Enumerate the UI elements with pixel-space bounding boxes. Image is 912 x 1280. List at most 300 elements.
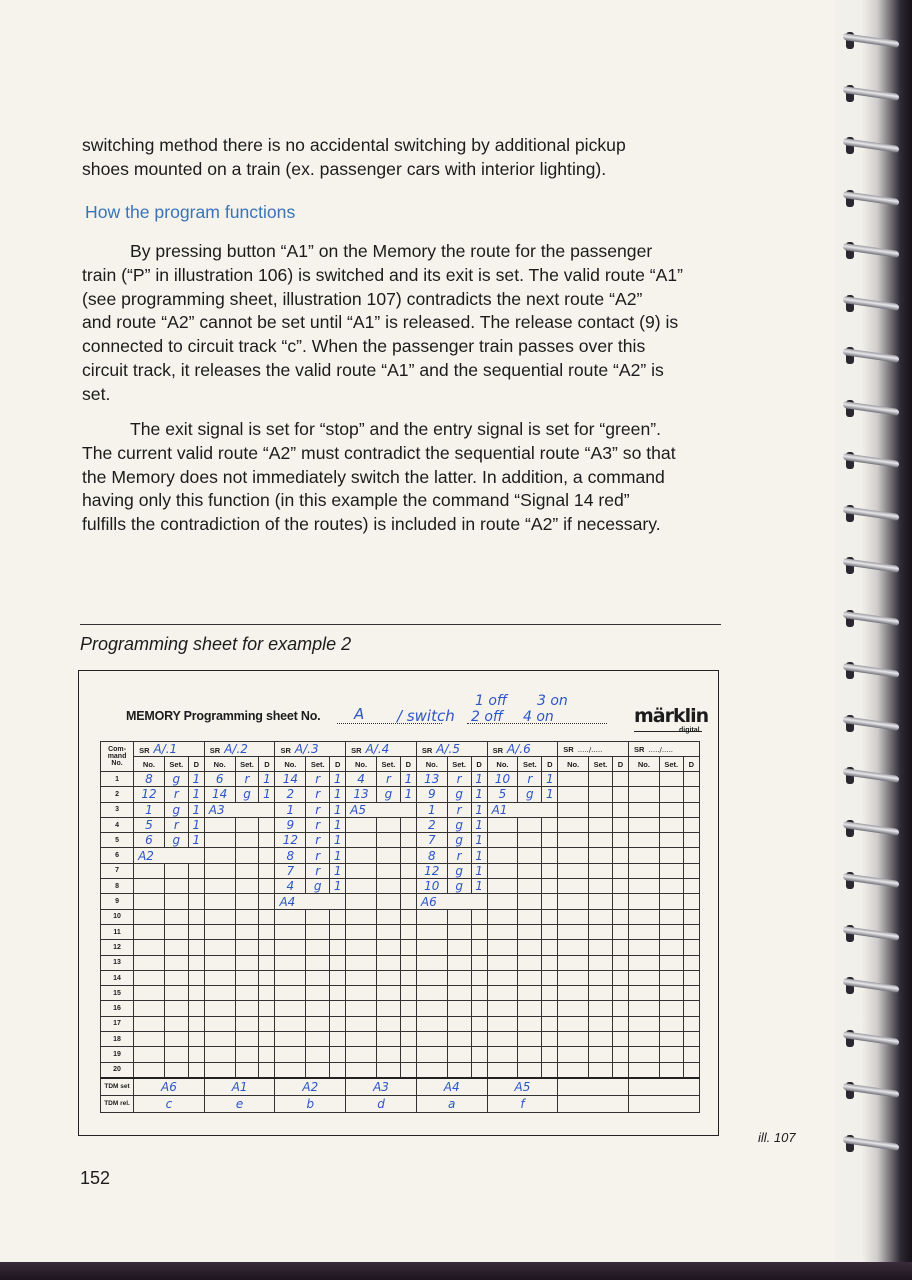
binding-coil [843, 398, 899, 420]
sr-route-label: ...../..... [577, 746, 603, 754]
cell-set [306, 1001, 330, 1016]
cell-no: 10 [416, 879, 447, 894]
grid-row [101, 909, 700, 924]
cell-d [259, 909, 275, 924]
cell-no [134, 1047, 165, 1062]
cell-d [400, 879, 416, 894]
cell-d [259, 940, 275, 955]
cell-set [306, 909, 330, 924]
cell-d [471, 1001, 487, 1016]
cell-d [683, 848, 699, 863]
cell-no [134, 940, 165, 955]
row-number: 4 [101, 817, 134, 832]
cell-d: 1 [471, 787, 487, 802]
cell-d: 1 [400, 787, 416, 802]
cell-no [346, 1032, 377, 1047]
col-set-header: Set. [376, 757, 400, 772]
cell-no [134, 1001, 165, 1016]
cell-no [487, 1016, 518, 1031]
cell-no [629, 817, 660, 832]
cell-d [400, 1001, 416, 1016]
cell-no [346, 924, 377, 939]
binding-coil [843, 188, 899, 210]
cell-d [613, 787, 629, 802]
cell-set [518, 848, 542, 863]
cell-no [558, 802, 589, 817]
row-number: 2 [101, 787, 134, 802]
spiral-binding [835, 0, 912, 1266]
row-number: 16 [101, 1001, 134, 1016]
grid-row [101, 787, 700, 802]
cell-d [613, 772, 629, 787]
col-set-header: Set. [164, 757, 188, 772]
cell-no [487, 879, 518, 894]
cell-set [659, 787, 683, 802]
cell-no [487, 848, 518, 863]
cell-no [346, 1016, 377, 1031]
cell-no [134, 924, 165, 939]
cell-d: 1 [330, 879, 346, 894]
cell-set [659, 986, 683, 1001]
cell-no [275, 986, 306, 1001]
col-d-header: D [542, 757, 558, 772]
col-d-header: D [683, 757, 699, 772]
row-number: 19 [101, 1047, 134, 1062]
page-number: 152 [80, 1168, 111, 1188]
binding-coil [843, 765, 899, 787]
cell-no [558, 787, 589, 802]
cell-set [447, 924, 471, 939]
binding-coil [843, 1080, 899, 1102]
tdm-set-8 [629, 1078, 700, 1096]
col-set-header: Set. [589, 757, 613, 772]
cell-d [683, 1001, 699, 1016]
cell-no: 2 [416, 817, 447, 832]
cell-d [542, 894, 558, 909]
cell-d: 1 [400, 772, 416, 787]
cell-set [659, 833, 683, 848]
cell-d [188, 924, 204, 939]
command-header [101, 742, 134, 772]
row-number: 12 [101, 940, 134, 955]
cell-d: 1 [259, 772, 275, 787]
cell-no [558, 909, 589, 924]
cell-no: 9 [416, 787, 447, 802]
cell-d [542, 924, 558, 939]
sr-prefix: SR [280, 746, 291, 755]
cell-d [613, 833, 629, 848]
cell-no [134, 1032, 165, 1047]
cell-no [204, 955, 235, 970]
cell-no [346, 940, 377, 955]
cell-no: 9 [275, 817, 306, 832]
sr-route-label: A/.1 [153, 742, 178, 756]
cell-set [589, 772, 613, 787]
cell-d [188, 894, 204, 909]
note-1off: 1 off [475, 693, 508, 709]
cell-d [683, 772, 699, 787]
cell-no [134, 879, 165, 894]
row-number: 7 [101, 863, 134, 878]
col-no-header: No. [346, 757, 377, 772]
cell-set: g [164, 833, 188, 848]
cell-no [629, 833, 660, 848]
sr-route-label: A/.3 [294, 742, 319, 756]
cell-set [447, 940, 471, 955]
grid-row [101, 940, 700, 955]
row-number: 14 [101, 970, 134, 985]
cell-set [518, 894, 542, 909]
binding-coil [843, 293, 899, 315]
cell-d [542, 1016, 558, 1031]
cell-d [613, 848, 629, 863]
cell-no [558, 1062, 589, 1078]
cell-set [164, 894, 188, 909]
cell-set [235, 1016, 259, 1031]
grid-row [101, 879, 700, 894]
cell-d: 1 [188, 833, 204, 848]
cell-set [376, 986, 400, 1001]
cell-d [542, 863, 558, 878]
cell-no [204, 833, 235, 848]
sheet-title: MEMORY Programming sheet No. [126, 709, 321, 723]
row-number: 5 [101, 833, 134, 848]
cell-d [683, 833, 699, 848]
cell-no [204, 986, 235, 1001]
cell-set: g [447, 833, 471, 848]
cell-no [487, 833, 518, 848]
cell-no [416, 1047, 447, 1062]
cell-d: 1 [330, 863, 346, 878]
tdm-rel-7 [558, 1095, 629, 1112]
sr-prefix: SR [492, 746, 503, 755]
cell-set [164, 1001, 188, 1016]
cell-set [589, 817, 613, 832]
cell-set: g [447, 787, 471, 802]
cell-set [659, 940, 683, 955]
cell-set [589, 833, 613, 848]
cell-no [487, 1062, 518, 1078]
cell-set [659, 848, 683, 863]
grid-row [101, 772, 700, 787]
cell-no: A4 [275, 894, 346, 909]
cell-d [400, 924, 416, 939]
cell-no [346, 986, 377, 1001]
cell-no [558, 879, 589, 894]
cell-set [164, 1062, 188, 1078]
cell-no: 6 [134, 833, 165, 848]
cell-d [613, 1062, 629, 1078]
cell-no [275, 1062, 306, 1078]
cell-d [188, 970, 204, 985]
cell-no [275, 924, 306, 939]
cell-d [259, 924, 275, 939]
cell-no [346, 1001, 377, 1016]
cell-set [518, 1001, 542, 1016]
cell-d [400, 848, 416, 863]
cell-set: g [164, 772, 188, 787]
cell-d [400, 909, 416, 924]
grid-row [101, 848, 700, 863]
cell-set: r [376, 772, 400, 787]
sr-route-label: A/.6 [507, 742, 531, 756]
cell-no [416, 924, 447, 939]
cell-no [275, 1016, 306, 1031]
cell-d [683, 986, 699, 1001]
cell-set [659, 1047, 683, 1062]
cell-d [683, 802, 699, 817]
cell-d [400, 1062, 416, 1078]
cell-set [589, 863, 613, 878]
cell-no: 8 [416, 848, 447, 863]
cell-no [204, 1016, 235, 1031]
programming-sheet [78, 670, 719, 1136]
cell-d [613, 1001, 629, 1016]
cell-no [416, 909, 447, 924]
cell-set [447, 1032, 471, 1047]
cell-no [416, 1062, 447, 1078]
cell-d [330, 940, 346, 955]
cell-no [204, 1062, 235, 1078]
cell-set: g [447, 863, 471, 878]
cell-no: 8 [134, 772, 165, 787]
cell-set [164, 940, 188, 955]
cell-set [447, 1001, 471, 1016]
cell-d [330, 1032, 346, 1047]
cell-d [683, 879, 699, 894]
cell-set [376, 955, 400, 970]
cell-no: 13 [416, 772, 447, 787]
figure-caption: Programming sheet for example 2 [80, 634, 352, 654]
cell-set [235, 909, 259, 924]
cell-set [589, 1062, 613, 1078]
col-d-header: D [613, 757, 629, 772]
cell-no [487, 924, 518, 939]
sr-header-7 [558, 742, 629, 757]
note-4on: 4 on [523, 709, 554, 725]
cell-d [400, 955, 416, 970]
cell-d [471, 1062, 487, 1078]
cell-set [235, 940, 259, 955]
col-d-header: D [259, 757, 275, 772]
cell-set [235, 955, 259, 970]
cell-d [542, 955, 558, 970]
cell-set [376, 1016, 400, 1031]
cell-no [558, 1016, 589, 1031]
cell-d [188, 1032, 204, 1047]
cell-no [487, 1047, 518, 1062]
cell-d [330, 924, 346, 939]
sr-route-label: A/.2 [224, 742, 248, 756]
cell-no [416, 940, 447, 955]
cell-d [683, 970, 699, 985]
cell-set [518, 1016, 542, 1031]
cell-no [629, 879, 660, 894]
cell-set [376, 1062, 400, 1078]
cell-set [235, 833, 259, 848]
cell-d [683, 787, 699, 802]
tdm-rel-5: a [416, 1095, 487, 1112]
cell-set [589, 1001, 613, 1016]
binding-coil [843, 1028, 899, 1050]
cell-no [134, 970, 165, 985]
cell-set [659, 894, 683, 909]
cell-no: 5 [487, 787, 518, 802]
cell-d [683, 894, 699, 909]
binding-coil [843, 818, 899, 840]
cell-no [346, 1047, 377, 1062]
cell-no [346, 817, 377, 832]
cell-no [346, 879, 377, 894]
cell-d: 1 [330, 772, 346, 787]
cell-d [471, 1032, 487, 1047]
cell-no [629, 787, 660, 802]
cell-d [400, 940, 416, 955]
sheet-number: A [354, 705, 365, 723]
cell-no: 10 [487, 772, 518, 787]
cell-d [259, 848, 275, 863]
col-d-header: D [188, 757, 204, 772]
binding-coil [843, 83, 899, 105]
cell-no [204, 863, 235, 878]
sheet-name: / switch [397, 707, 455, 725]
cell-d [613, 863, 629, 878]
cell-no: 12 [275, 833, 306, 848]
cell-no [487, 909, 518, 924]
cell-set [376, 1032, 400, 1047]
cell-no: 7 [416, 833, 447, 848]
cell-set [235, 986, 259, 1001]
programming-grid [100, 741, 700, 1113]
cell-no: 6 [204, 772, 235, 787]
binding-coil [843, 975, 899, 997]
cell-set [589, 986, 613, 1001]
cell-no [487, 940, 518, 955]
grid-row [101, 1062, 700, 1078]
cell-set [518, 1047, 542, 1062]
grid-row [101, 833, 700, 848]
cell-set [376, 879, 400, 894]
cell-no [558, 986, 589, 1001]
cell-no [558, 955, 589, 970]
grid-row [101, 955, 700, 970]
cell-set [518, 924, 542, 939]
grid-row [101, 970, 700, 985]
cell-set [589, 909, 613, 924]
cell-no: A3 [204, 802, 275, 817]
cell-no [346, 848, 377, 863]
col-set-header: Set. [306, 757, 330, 772]
cell-d [542, 1062, 558, 1078]
tdm-set-3: A2 [275, 1078, 346, 1096]
cell-no [204, 1047, 235, 1062]
col-d-header: D [471, 757, 487, 772]
cell-set: g [306, 879, 330, 894]
cell-d: 1 [471, 863, 487, 878]
cell-d [613, 986, 629, 1001]
cell-d [613, 970, 629, 985]
row-number: 3 [101, 802, 134, 817]
cell-d: 1 [542, 787, 558, 802]
cell-set [659, 909, 683, 924]
tdm-set-5: A4 [416, 1078, 487, 1096]
grid-row [101, 817, 700, 832]
cell-d [542, 986, 558, 1001]
cell-set: g [447, 817, 471, 832]
cell-d [683, 955, 699, 970]
binding-coil [843, 30, 899, 52]
cell-no [487, 817, 518, 832]
cell-d [471, 955, 487, 970]
cell-d [188, 1001, 204, 1016]
sr-route-label: A/.5 [436, 742, 460, 756]
cell-set: r [306, 863, 330, 878]
cell-no [487, 863, 518, 878]
cell-no [629, 970, 660, 985]
cell-d [683, 863, 699, 878]
cell-no [416, 1032, 447, 1047]
cell-set [659, 772, 683, 787]
sr-prefix: SR [139, 746, 150, 755]
cell-d [259, 1001, 275, 1016]
command-header-line: mand [107, 753, 127, 760]
cell-no: 14 [275, 772, 306, 787]
binding-coil [843, 713, 899, 735]
cell-no: A2 [134, 848, 205, 863]
cell-d [188, 1062, 204, 1078]
cell-d [613, 894, 629, 909]
cell-d [259, 1016, 275, 1031]
grid-row [101, 863, 700, 878]
tdm-set-4: A3 [346, 1078, 417, 1096]
tdm-rel-6: f [487, 1095, 558, 1112]
cell-d [188, 879, 204, 894]
cell-no [134, 1016, 165, 1031]
cell-set [306, 970, 330, 985]
grid-row [101, 1032, 700, 1047]
cell-no [558, 940, 589, 955]
sr-header-2 [204, 742, 275, 757]
col-no-header: No. [204, 757, 235, 772]
cell-d: 1 [471, 817, 487, 832]
cell-set [659, 1032, 683, 1047]
cell-no [629, 1062, 660, 1078]
cell-set: g [518, 787, 542, 802]
cell-no [558, 924, 589, 939]
cell-set [659, 1001, 683, 1016]
cell-set: g [376, 787, 400, 802]
cell-d [188, 1016, 204, 1031]
cell-no [629, 1016, 660, 1031]
cell-set [164, 863, 188, 878]
cell-d [683, 1047, 699, 1062]
cell-no [629, 848, 660, 863]
cell-set [376, 863, 400, 878]
sr-header-3 [275, 742, 346, 757]
cell-set: r [164, 787, 188, 802]
cell-set [164, 1032, 188, 1047]
cell-no: 4 [275, 879, 306, 894]
cell-no [487, 970, 518, 985]
binding-coil [843, 135, 899, 157]
page-edge-shadow [0, 1262, 912, 1280]
cell-set [235, 924, 259, 939]
cell-set [306, 955, 330, 970]
cell-d [683, 1032, 699, 1047]
col-no-header: No. [416, 757, 447, 772]
cell-d: 1 [471, 833, 487, 848]
grid-row [101, 894, 700, 909]
